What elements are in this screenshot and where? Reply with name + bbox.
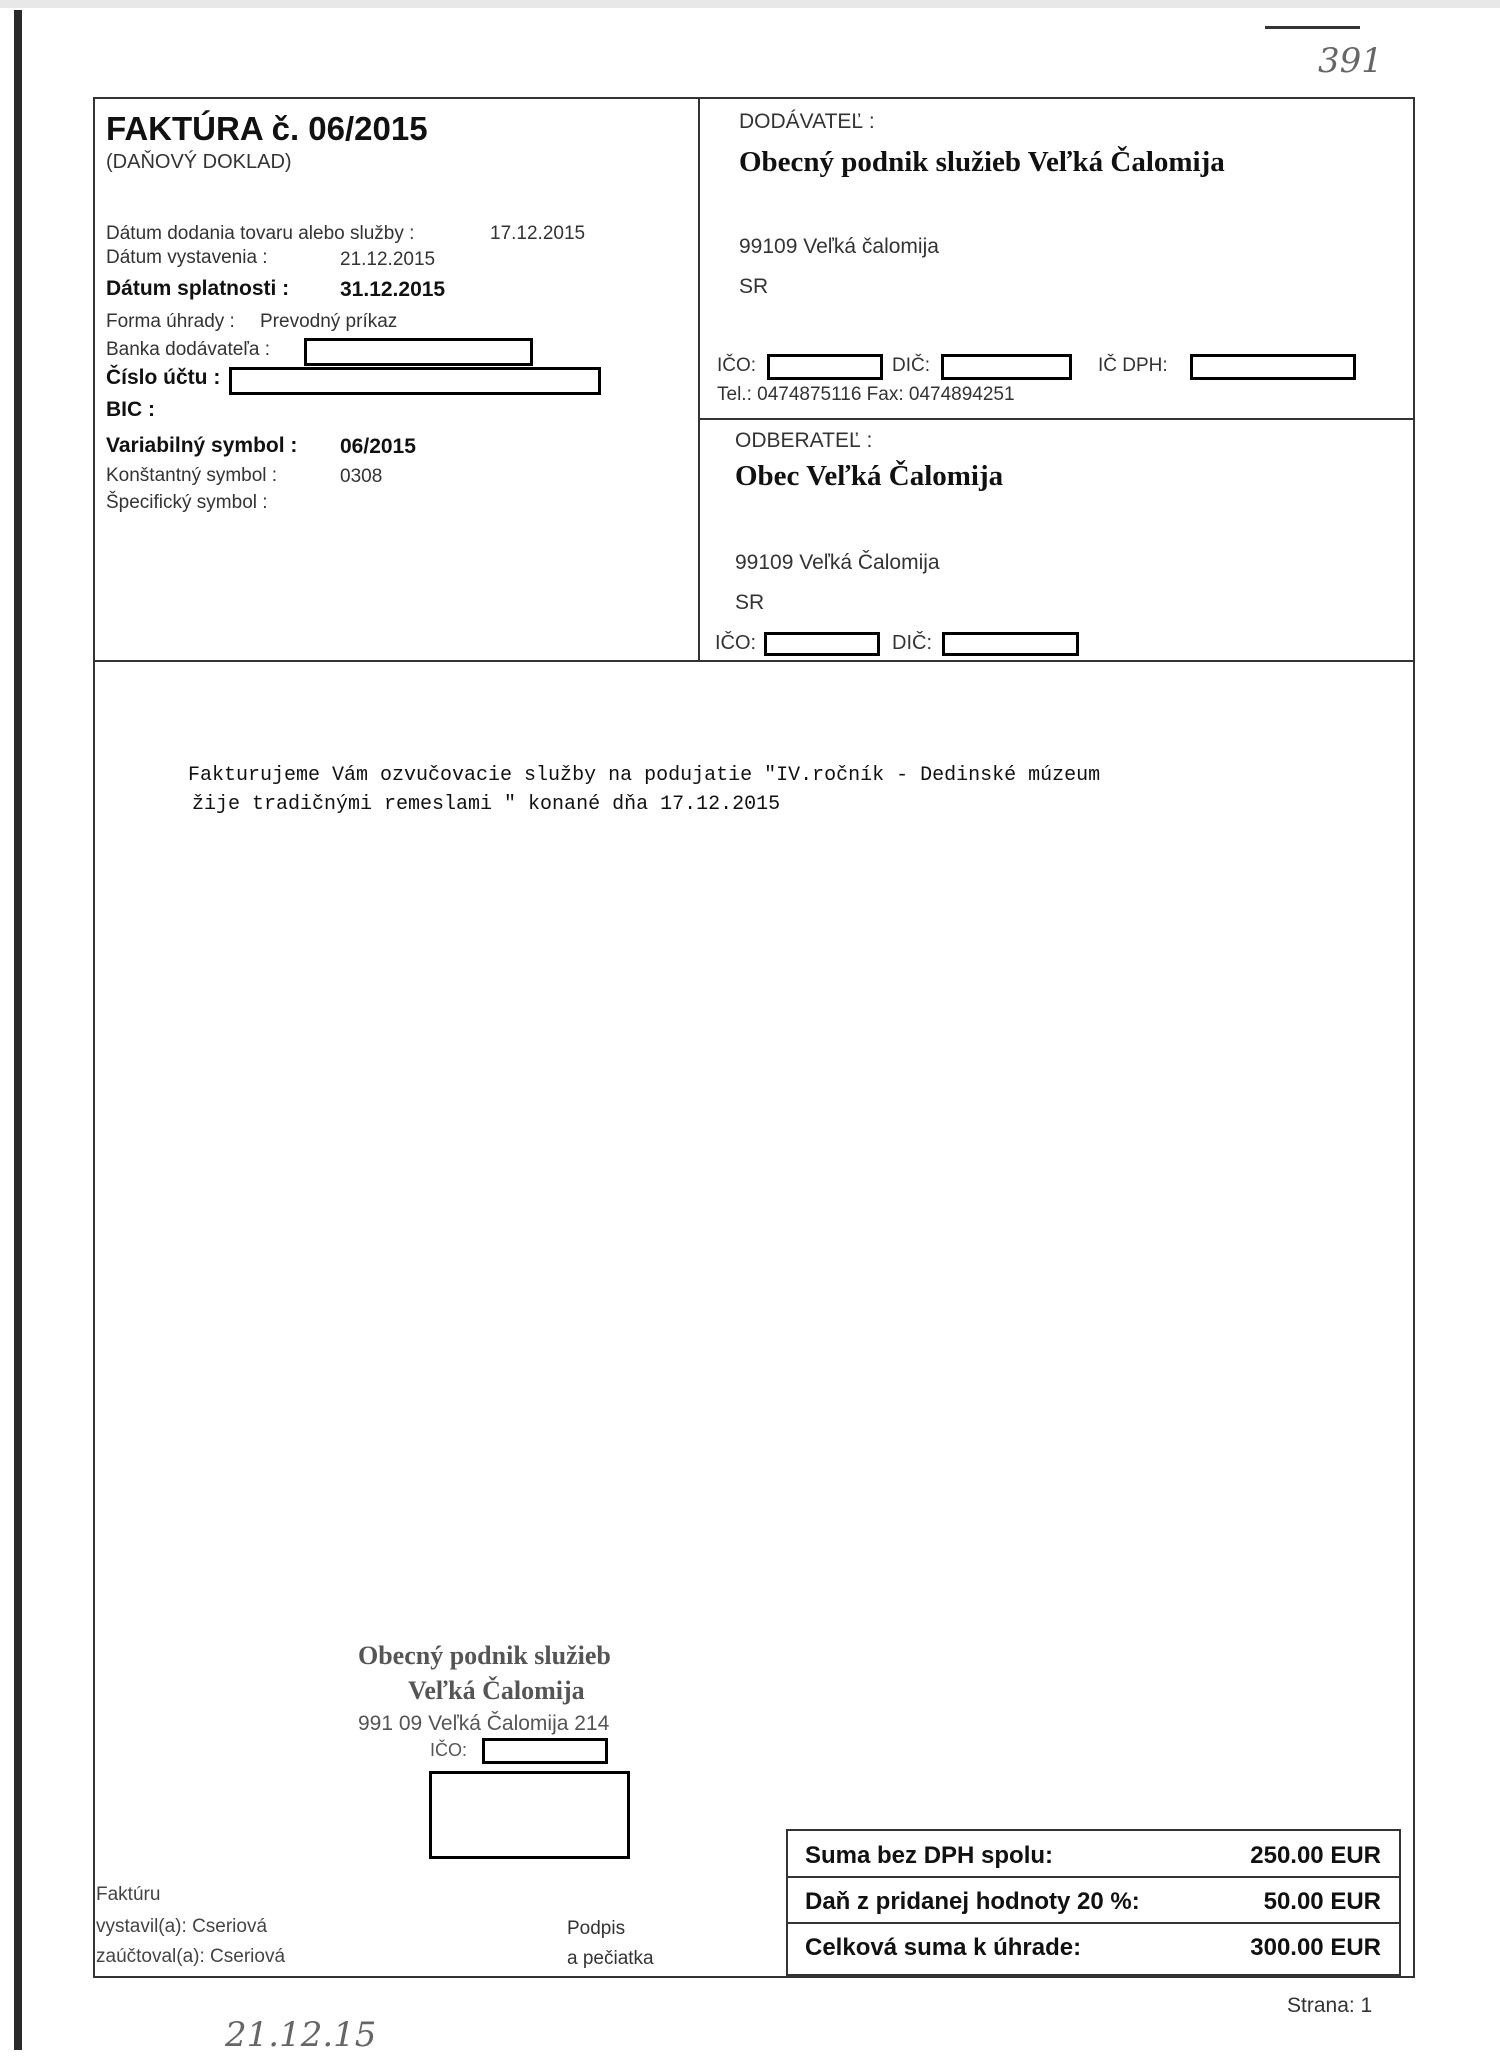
scan-left-edge <box>14 10 22 2050</box>
supplier-heading: DODÁVATEĽ : <box>739 110 875 133</box>
supplier-icdph-label: IČ DPH: <box>1098 355 1168 376</box>
signature-label-2: a pečiatka <box>567 1948 654 1969</box>
customer-ico-redaction <box>764 632 880 656</box>
page-mark: 391 <box>1318 41 1383 81</box>
signature-label-1: Podpis <box>567 1918 626 1939</box>
header-bottom-divider <box>93 660 1415 662</box>
stamp-line-2: Veľká Čalomija <box>408 1676 585 1705</box>
customer-dic-label: DIČ: <box>892 632 932 654</box>
customer-address: 99109 Veľká Čalomija <box>735 551 940 574</box>
supplier-ico-redaction <box>767 354 883 380</box>
variable-symbol-label: Variabilný symbol : <box>106 434 298 457</box>
totals-row-net <box>788 1831 1399 1877</box>
header-divider-vertical <box>698 97 700 661</box>
issued-by: vystavil(a): Cseriová <box>96 1916 268 1937</box>
supplier-address: 99109 Veľká čalomija <box>739 235 939 258</box>
totals-total-value: 300.00 EUR <box>1250 1934 1381 1961</box>
supplier-ico-label: IČO: <box>717 355 757 376</box>
supplier-icdph-redaction <box>1190 354 1356 380</box>
signature-redaction <box>429 1771 630 1859</box>
invoice-title: FAKTÚRA č. 06/2015 <box>106 110 428 147</box>
totals-row-total <box>788 1923 1399 1969</box>
constant-symbol-label: Konštantný symbol : <box>106 465 278 486</box>
specific-symbol-label: Špecifický symbol : <box>106 492 268 513</box>
issue-date-label: Dátum vystavenia : <box>106 247 268 268</box>
stamp-ico-redaction <box>482 1738 608 1764</box>
body-text-line-2: žije tradičnými remeslami " konané dňa 17.12.2015 <box>192 793 781 816</box>
stamp-line-3: 991 09 Veľká Čalomija 214 <box>358 1712 610 1735</box>
scan-top-edge <box>0 0 1500 8</box>
delivery-date-label: Dátum dodania tovaru alebo služby : <box>106 223 415 244</box>
supplier-contact: Tel.: 0474875116 Fax: 0474894251 <box>717 384 1015 405</box>
totals-table <box>786 1829 1401 1976</box>
customer-country: SR <box>735 591 765 614</box>
totals-net-value: 250.00 EUR <box>1250 1842 1381 1869</box>
bank-redaction <box>304 338 533 366</box>
account-redaction <box>229 367 601 395</box>
delivery-date-value: 17.12.2015 <box>490 223 586 244</box>
bic-label: BIC : <box>106 398 155 421</box>
payment-label: Forma úhrady : <box>106 311 235 332</box>
account-label: Číslo účtu : <box>106 366 221 389</box>
totals-row-vat <box>788 1877 1399 1923</box>
customer-heading: ODBERATEĽ : <box>735 429 873 452</box>
handwritten-date: 21.12.15 <box>225 2015 377 2055</box>
variable-symbol-value: 06/2015 <box>340 435 416 458</box>
totals-vat-value: 50.00 EUR <box>1263 1888 1381 1915</box>
totals-total-label: Celková suma k úhrade: <box>805 1934 1082 1961</box>
payment-value: Prevodný príkaz <box>260 311 398 332</box>
supplier-dic-redaction <box>941 354 1072 380</box>
totals-net-label: Suma bez DPH spolu: <box>805 1842 1054 1869</box>
page-mark-dash <box>1265 26 1360 29</box>
customer-ico-label: IČO: <box>715 632 757 654</box>
page-number: Strana: 1 <box>1287 1994 1373 2017</box>
footer-line <box>93 1976 1415 1978</box>
stamp-ico-label: IČO: <box>430 1740 468 1760</box>
customer-name: Obec Veľká Čalomija <box>735 460 1004 492</box>
due-date-value: 31.12.2015 <box>340 278 446 301</box>
supplier-customer-divider <box>698 418 1415 420</box>
supplier-country: SR <box>739 275 769 298</box>
supplier-name: Obecný podnik služieb Veľká Čalomija <box>739 146 1225 178</box>
stamp-line-1: Obecný podnik služieb <box>358 1641 611 1670</box>
due-date-label: Dátum splatnosti : <box>106 277 290 300</box>
supplier-dic-label: DIČ: <box>892 355 930 376</box>
totals-vat-label: Daň z pridanej hodnoty 20 %: <box>805 1888 1140 1915</box>
booked-by: zaúčtoval(a): Cseriová <box>96 1946 286 1967</box>
customer-dic-redaction <box>942 632 1079 656</box>
body-text-line-1: Fakturujeme Vám ozvučovacie služby na podujatie "IV.ročník - Dedinské múzeum <box>188 764 1101 787</box>
issue-date-value: 21.12.2015 <box>340 249 436 270</box>
constant-symbol-value: 0308 <box>340 466 383 487</box>
issued-heading: Faktúru <box>96 1884 161 1905</box>
bank-label: Banka dodávateľa : <box>106 339 270 360</box>
invoice-subtitle: (DAŇOVÝ DOKLAD) <box>106 151 292 173</box>
